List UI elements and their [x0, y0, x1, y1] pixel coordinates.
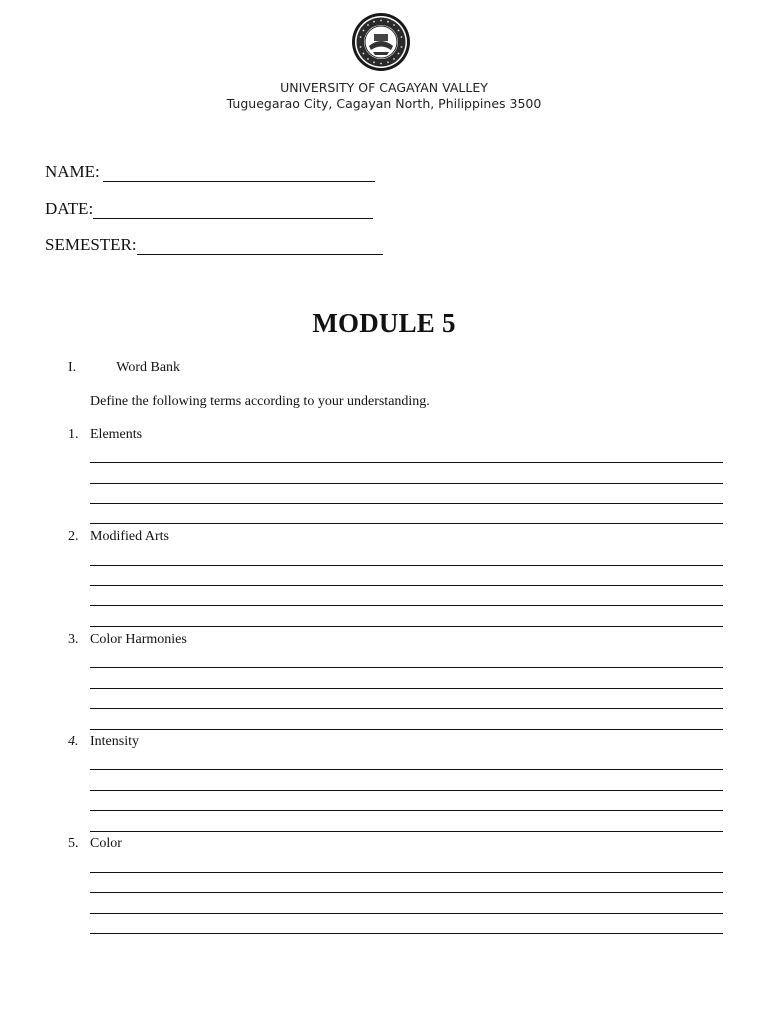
name-label: NAME: — [45, 162, 100, 181]
university-seal-icon — [351, 12, 411, 72]
item-term: Color Harmonies — [90, 632, 187, 647]
answer-line[interactable] — [90, 503, 723, 504]
section-heading — [68, 360, 180, 376]
answer-line[interactable] — [90, 933, 723, 934]
section-number: I. — [68, 360, 77, 375]
answer-line[interactable] — [90, 708, 723, 709]
list-item — [68, 632, 187, 648]
answer-line[interactable] — [90, 729, 723, 730]
answer-line[interactable] — [90, 913, 723, 914]
answer-line[interactable] — [90, 667, 723, 668]
item-number: 3. — [68, 632, 79, 647]
list-item — [68, 529, 169, 545]
answer-line[interactable] — [90, 769, 723, 770]
semester-label: SEMESTER: — [45, 235, 137, 254]
answer-line[interactable] — [90, 688, 723, 689]
date-field — [45, 199, 373, 219]
item-number: 2. — [68, 529, 79, 544]
module-title: MODULE 5 — [312, 308, 456, 338]
answer-line[interactable] — [90, 462, 723, 463]
item-number: 5. — [68, 836, 79, 851]
item-number: 4. — [68, 734, 79, 749]
semester-blank[interactable] — [137, 240, 383, 255]
item-term: Intensity — [90, 734, 139, 749]
university-name: UNIVERSITY OF CAGAYAN VALLEY — [280, 80, 488, 95]
instruction-text: Define the following terms according to your understanding. — [90, 394, 430, 409]
answer-line[interactable] — [90, 831, 723, 832]
answer-line[interactable] — [90, 565, 723, 566]
date-label: DATE: — [45, 199, 94, 218]
answer-line[interactable] — [90, 523, 723, 524]
item-term: Elements — [90, 427, 143, 442]
date-blank[interactable] — [93, 204, 373, 219]
list-item — [68, 734, 139, 750]
answer-line[interactable] — [90, 872, 723, 873]
answer-line[interactable] — [90, 483, 723, 484]
list-item — [68, 836, 122, 852]
answer-line[interactable] — [90, 585, 723, 586]
answer-line[interactable] — [90, 790, 723, 791]
item-term: Modified Arts — [90, 529, 169, 544]
answer-line[interactable] — [90, 626, 723, 627]
item-number: 1. — [68, 427, 79, 442]
item-term: Color — [90, 836, 122, 851]
university-address: Tuguegarao City, Cagayan North, Philippines 3500 — [226, 96, 542, 111]
semester-field — [45, 235, 383, 255]
answer-line[interactable] — [90, 810, 723, 811]
answer-line[interactable] — [90, 605, 723, 606]
answer-line[interactable] — [90, 892, 723, 893]
list-item — [68, 427, 142, 443]
section-label: Word Bank — [116, 360, 181, 375]
name-field — [45, 162, 375, 182]
name-blank[interactable] — [103, 167, 375, 182]
